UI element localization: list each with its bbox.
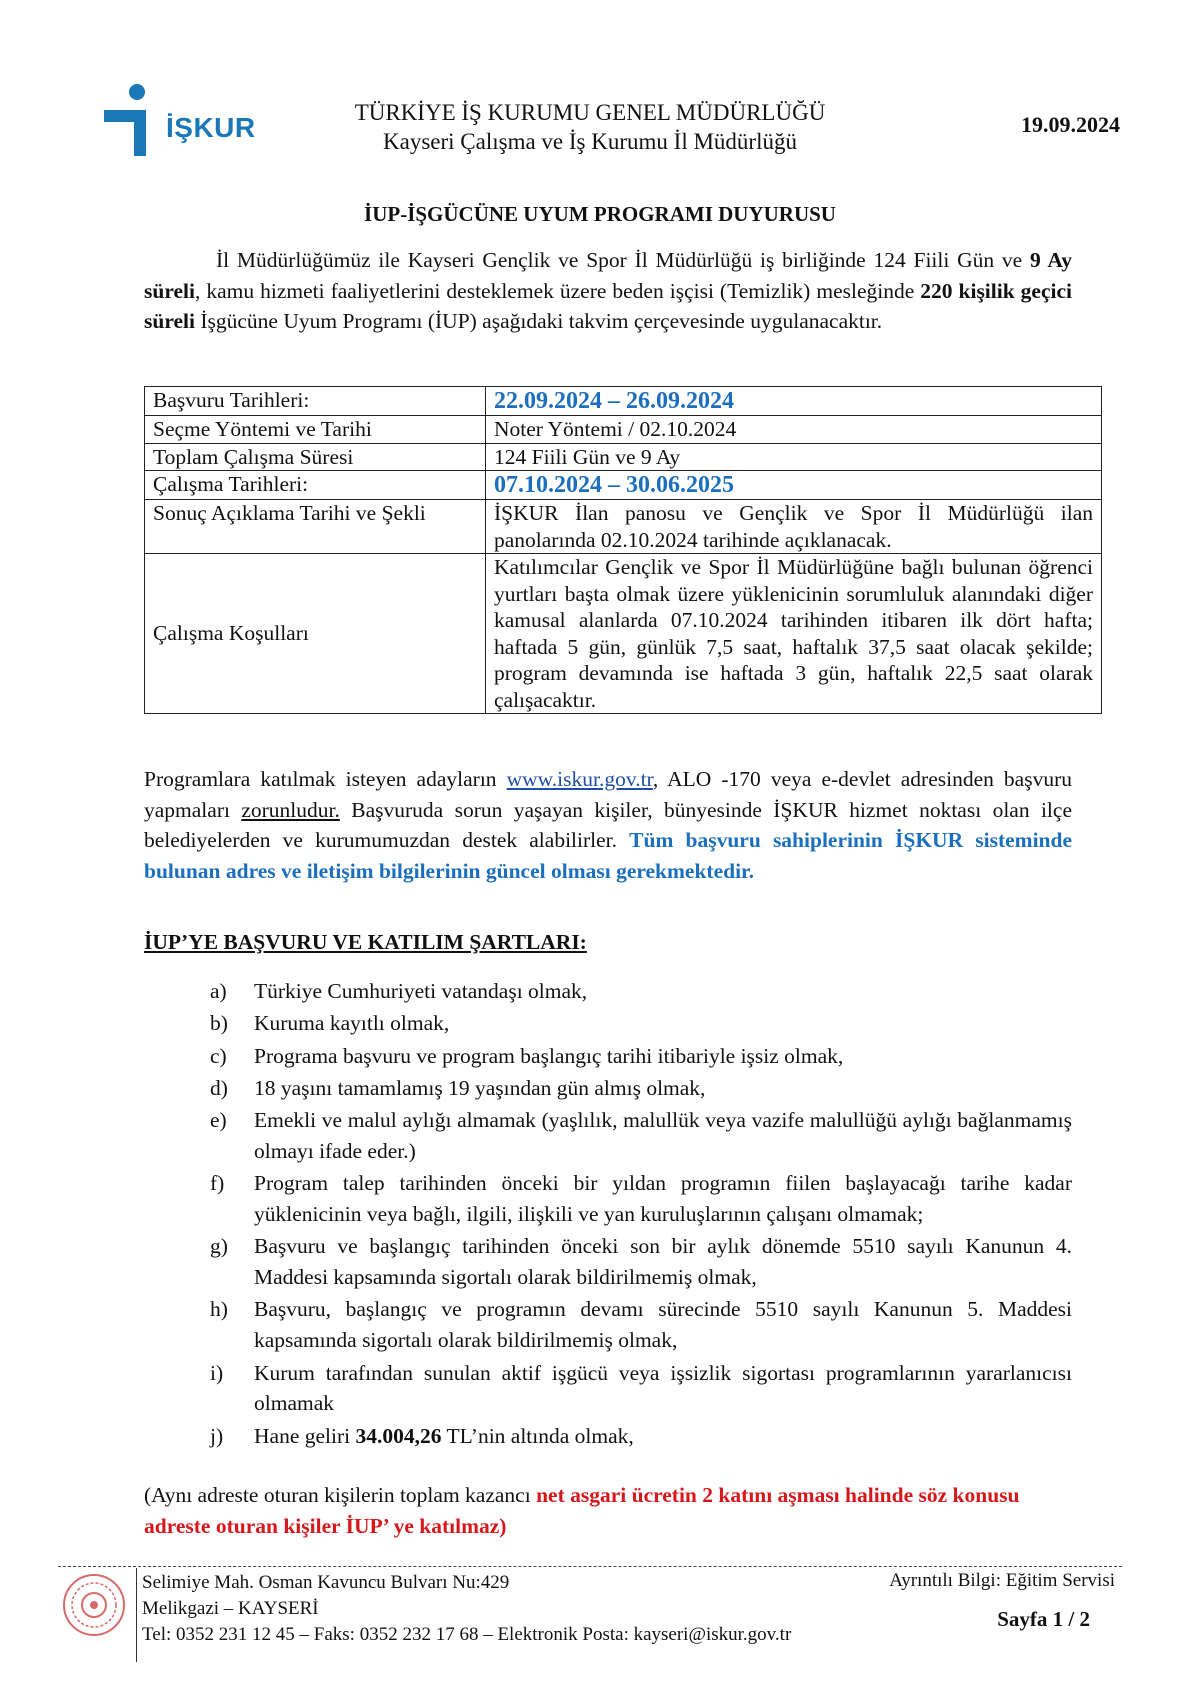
page-number: Sayfa 1 / 2	[997, 1607, 1090, 1631]
org-line-2: Kayseri Çalışma ve İş Kurumu İl Müdürlüğü	[383, 129, 797, 154]
footer-address: Selimiye Mah. Osman Kavuncu Bulvarı Nu:429 Melikgazi – KAYSERİ Tel: 0352 231 12 45 – Faks: 0352 232 17 68 – Elektronik Posta: kayseri@iskur.gov.tr	[142, 1572, 792, 1645]
document-title: İUP-İŞGÜCÜNE UYUM PROGRAMI DUYURUSU	[364, 202, 836, 226]
working-conditions: Katılımcılar Gençlik ve Spor İl Müdürlüğüne bağlı bulunan öğrenci yurtları başta olmak üzere yüklenicinin sorumluluk alanındaki diğer kamusal alanlarda 07.10.2024 tarihinden itibaren ilk dört hafta; haftada 5 gün, günlük 7,5 saat, haftalık 37,5 saat olacak şekilde; program devamında ise haftada 3 gün, haftalık 22,5 saat olarak çalışacaktır.	[486, 554, 1102, 714]
intro-paragraph: İl Müdürlüğümüz ile Kayseri Gençlik ve Spor İl Müdürlüğü iş birliğinde 124 Fiili Gün ve 9 Ay süreli, kamu hizmeti faaliyetlerini desteklemek üzere beden işçisi (Temizlik) mesleğinde 220 kişilik geçici süreli İşgücüne Uyum Programı (İUP) aşağıdaki takvim çerçevesinde uygulanacaktır.	[144, 248, 1073, 333]
row-label: Toplam Çalışma Süresi	[145, 443, 486, 471]
list-item: c) Programa başvuru ve program başlangıç tarihi itibariyle işsiz olmak,	[210, 1043, 844, 1068]
org-line-1: TÜRKİYE İŞ KURUMU GENEL MÜDÜRLÜĞÜ	[354, 100, 826, 125]
list-item: d) 18 yaşını tamamlamış 19 yaşından gün almış olmak,	[210, 1075, 706, 1100]
application-paragraph: Programlara katılmak isteyen adayların www.iskur.gov.tr, ALO -170 veya e-devlet adresinden başvuru yapmaları zorunludur. Başvuruda sorun yaşayan kişiler, bünyesinde İŞKUR hizmet noktası olan ilçe belediyelerden ve kurumumuzdan destek alabilirler. Tüm başvuru sahiplerinin İŞKUR sisteminde bulunan adres ve iletişim bilgilerinin güncel olması gerekmektedir.	[144, 767, 1072, 883]
result-announcement: İŞKUR İlan panosu ve Gençlik ve Spor İl Müdürlüğü ilan panolarında 02.10.2024 tarihinde açıklanacak.	[486, 500, 1102, 554]
row-label: Çalışma Tarihleri:	[145, 471, 486, 500]
household-income-note: (Aynı adreste oturan kişilerin toplam kazancı net asgari ücretin 2 katını aşması halinde söz konusu adreste oturan kişiler İUP’ ye katılmaz)	[144, 1483, 1020, 1538]
total-duration: 124 Fiili Gün ve 9 Ay	[486, 443, 1102, 471]
footer-divider	[58, 1566, 1122, 1567]
footer-separator	[136, 1568, 137, 1662]
list-item: e) Emekli ve malul aylığı almamak (yaşlılık, malullük veya vazife malullüğü aylığı bağlanmamış olmayı ifade eder.)	[210, 1108, 1072, 1163]
row-label: Başvuru Tarihleri:	[145, 387, 486, 416]
contact-info-notice: Tüm başvuru sahiplerinin İŞKUR sisteminde bulunan adres ve iletişim bilgilerinin güncel olması gerekmektedir.	[144, 828, 1072, 883]
table-row	[145, 387, 1102, 416]
logo-wordmark: İŞKUR	[166, 112, 256, 143]
row-label: Sonuç Açıklama Tarihi ve Şekli	[145, 500, 486, 554]
duration-highlight: 9 Ay süreli	[144, 248, 1072, 303]
application-dates: 22.09.2024 – 26.09.2024	[486, 387, 1102, 416]
document-date: 19.09.2024	[1021, 112, 1120, 137]
selection-method: Noter Yöntemi / 02.10.2024	[486, 416, 1102, 444]
list-item: i) Kurum tarafından sunulan aktif işgücü veya işsizlik sigortası programlarının yararlanıcısı olmamak	[210, 1360, 1072, 1416]
list-item: j) Hane geliri 34.004,26 TL’nin altında olmak,	[210, 1423, 634, 1448]
row-label: Çalışma Koşulları	[145, 554, 486, 714]
work-dates: 07.10.2024 – 30.06.2025	[486, 471, 1102, 500]
table-row	[145, 500, 1102, 554]
list-item: h) Başvuru, başlangıç ve programın devamı sürecinde 5510 sayılı Kanunun 5. Maddesi kapsamında sigortalı olarak bildirilmemiş olmak,	[210, 1297, 1072, 1353]
footer-info: Ayrıntılı Bilgi: Eğitim Servisi	[889, 1570, 1115, 1591]
row-label: Seçme Yöntemi ve Tarihi	[145, 416, 486, 444]
organization-header	[320, 98, 860, 156]
table-row	[145, 443, 1102, 471]
list-item: b) Kuruma kayıtlı olmak,	[210, 1011, 450, 1036]
table-row	[145, 471, 1102, 500]
list-item: g) Başvuru ve başlangıç tarihinden önceki son bir aylık dönemde 5510 sayılı Kanunun 4. Maddesi kapsamında sigortalı olarak bildirilmemiş olmak,	[210, 1234, 1072, 1290]
table-row	[145, 416, 1102, 444]
list-item: a) Türkiye Cumhuriyeti vatandaşı olmak,	[210, 979, 588, 1003]
conditions-list	[210, 976, 1072, 1453]
conditions-heading: İUP’YE BAŞVURU VE KATILIM ŞARTLARI:	[144, 930, 587, 954]
table-row	[145, 554, 1102, 714]
program-schedule-table	[144, 386, 1102, 714]
exclusion-warning: net asgari ücretin 2 katını aşması halinde söz konusu adreste oturan kişiler İUP’ ye katılmaz)	[144, 1483, 1020, 1538]
income-limit: 34.004,26	[355, 1423, 442, 1448]
ministry-seal-icon	[62, 1573, 126, 1637]
list-item: f) Program talep tarihinden önceki bir yıldan programın fiilen başlayacağı tarihe kadar yüklenicinin veya bağlı, ilgili, ilişkili ve yan kuruluşlarının çalışanı olmamak;	[210, 1171, 1072, 1227]
capacity-highlight: 220 kişilik geçici süreli	[144, 278, 1073, 333]
iskur-website-link[interactable]: www.iskur.gov.tr	[506, 767, 653, 791]
